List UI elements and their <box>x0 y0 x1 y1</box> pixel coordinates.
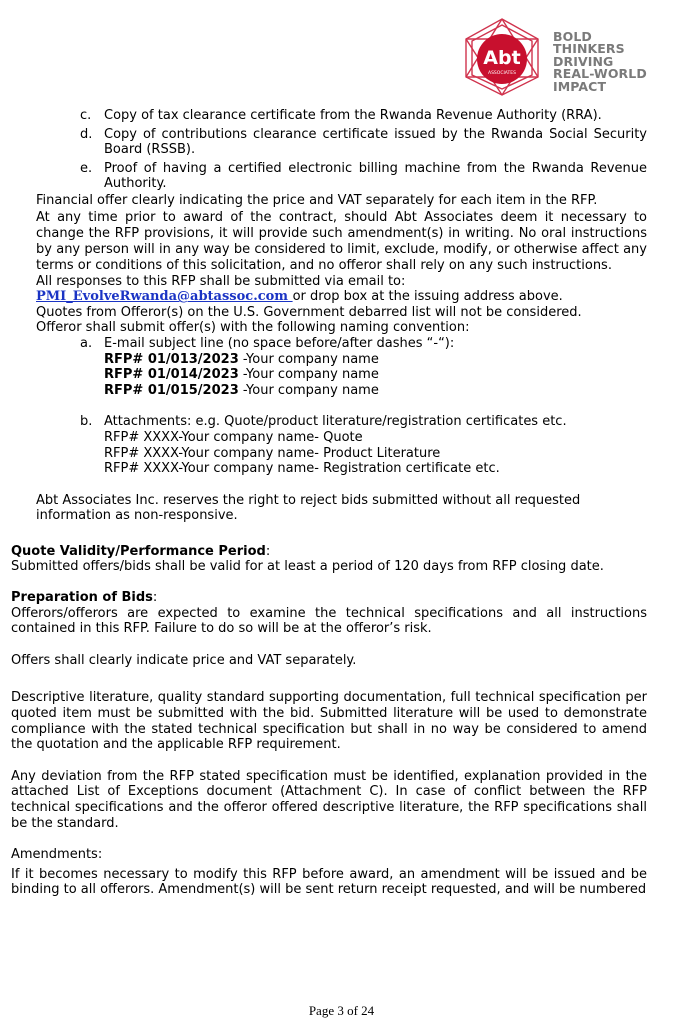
abt-logo <box>456 17 656 97</box>
list-item <box>11 336 647 352</box>
list-item-text: All responses to this RFP shall be submitted via email to: <box>36 273 406 289</box>
heading-colon: : <box>265 543 271 559</box>
tagline-line: REAL-WORLD <box>553 66 647 82</box>
rfp-suffix: -Your company name <box>238 382 379 398</box>
rfp-suffix: -Your company name <box>238 351 379 367</box>
paragraph: Submitted offers/bids shall be valid for at least a period of 120 days from RFP closing date. <box>11 559 604 575</box>
list-item-text: Offeror shall submit offer(s) with the following naming convention: <box>36 320 470 336</box>
attachment-name: RFP# XXXX-Your company name- Registration certificate etc. <box>104 461 500 477</box>
list-item <box>11 161 647 192</box>
preparation-section <box>11 590 647 831</box>
document-body <box>11 108 647 898</box>
tagline-line: THINKERS <box>553 41 625 57</box>
tagline-line: BOLD <box>553 29 592 44</box>
rfp-code: RFP# 01/015/2023 <box>104 382 239 398</box>
list-item <box>11 108 647 124</box>
section-heading: Quote Validity/Performance Period <box>11 543 266 559</box>
list-item-text: or drop box at the issuing address above. <box>292 289 563 305</box>
rfp-suffix: -Your company name <box>238 367 379 383</box>
amendments-section <box>11 847 647 898</box>
list-item <box>11 320 647 336</box>
list-marker: e. <box>80 160 93 176</box>
logo-text: Abt <box>483 47 521 69</box>
list-item-text: Financial offer clearly indicating the price and VAT separately for each item in the RFP. <box>36 192 598 208</box>
list-marker: d. <box>80 126 93 142</box>
email-link[interactable]: PMI_EvolveRwanda@abtassoc.com <box>36 289 293 305</box>
section-heading: Preparation of Bids <box>11 590 153 606</box>
rfp-code: RFP# 01/014/2023 <box>104 367 239 383</box>
list-item-text: Abt Associates Inc. reserves the right to reject bids submitted without all requested information as non-responsive. <box>36 492 581 524</box>
attachment-name: RFP# XXXX-Your company name- Quote <box>104 429 363 445</box>
list-item <box>11 493 647 524</box>
list-item <box>11 274 647 305</box>
heading-colon: : <box>152 590 158 606</box>
rfp-subject-line <box>11 352 647 368</box>
list-item-text: Attachments: e.g. Quote/product literature/registration certificates etc. <box>104 414 567 430</box>
list-marker: c. <box>80 108 92 123</box>
list-item <box>11 193 647 209</box>
list-item-text: E-mail subject line (no space before/after dashes “-“): <box>104 335 455 351</box>
paragraph: If it becomes necessary to modify this RFP before award, an amendment will be issued and be binding to all offerors. Amendment(s) will be sent return receipt requested, and will be numbered <box>11 866 647 898</box>
tagline <box>553 31 647 93</box>
tagline-line: DRIVING <box>553 53 614 69</box>
list-marker: a. <box>80 335 93 351</box>
list-item <box>11 210 647 274</box>
logo-subtext: ASSOCIATES <box>488 71 516 76</box>
paragraph: Descriptive literature, quality standard supporting documentation, full technical specification per quoted item must be submitted with the bid. Submitted literature will be used to demonstrate compliance with the stated technical specification but shall in no way be considered to amend the quotation and the applicable RFP requirement. <box>11 690 647 753</box>
rfp-subject-line <box>11 367 647 383</box>
paragraph: Any deviation from the RFP stated specification must be identified, explanation provided in the attached List of Exceptions document (Attachment C). In case of conflict between the RFP technical specifications and the offeror offered descriptive literature, the RFP specifications shall be the standard. <box>11 768 647 831</box>
list-item-text: Proof of having a certified electronic billing machine from the Rwanda Revenue Authority. <box>104 160 647 192</box>
rfp-subject-line <box>11 383 647 399</box>
list-item <box>11 414 647 430</box>
paragraph: Offerors/offerors are expected to examine the technical specifications and all instructions contained in this RFP. Failure to do so will be at the offeror’s risk. <box>11 605 647 637</box>
list-marker: b. <box>80 414 93 430</box>
abt-hexagon-icon <box>456 17 548 97</box>
list-item-text: Quotes from Offeror(s) on the U.S. Government debarred list will not be considered. <box>36 304 582 320</box>
validity-section <box>11 544 647 575</box>
paragraph: Offers shall clearly indicate price and VAT separately. <box>11 652 357 668</box>
list-item-text: Copy of contributions clearance certificate issued by the Rwanda Social Security Board (RSSB). <box>104 126 647 158</box>
rfp-code: RFP# 01/013/2023 <box>104 351 239 367</box>
list-item <box>11 127 647 158</box>
list-item-text: Copy of tax clearance certificate from the Rwanda Revenue Authority (RRA). <box>104 108 602 123</box>
attachment-name: RFP# XXXX-Your company name- Product Literature <box>104 445 441 461</box>
list-item <box>11 305 647 321</box>
section-heading: Amendments: <box>11 847 103 863</box>
list-item-text: At any time prior to award of the contract, should Abt Associates deem it necessary to change the RFP provisions, it will provide such amendment(s) in writing. No oral instructions by any person will in any way be considered to limit, exclude, modify, or otherwise affect any terms or conditions of this solicitation, and no offeror shall rely on any such instructions. <box>36 209 647 273</box>
tagline-line: IMPACT <box>553 78 607 94</box>
page-number: Page 3 of 24 <box>308 1003 375 1018</box>
